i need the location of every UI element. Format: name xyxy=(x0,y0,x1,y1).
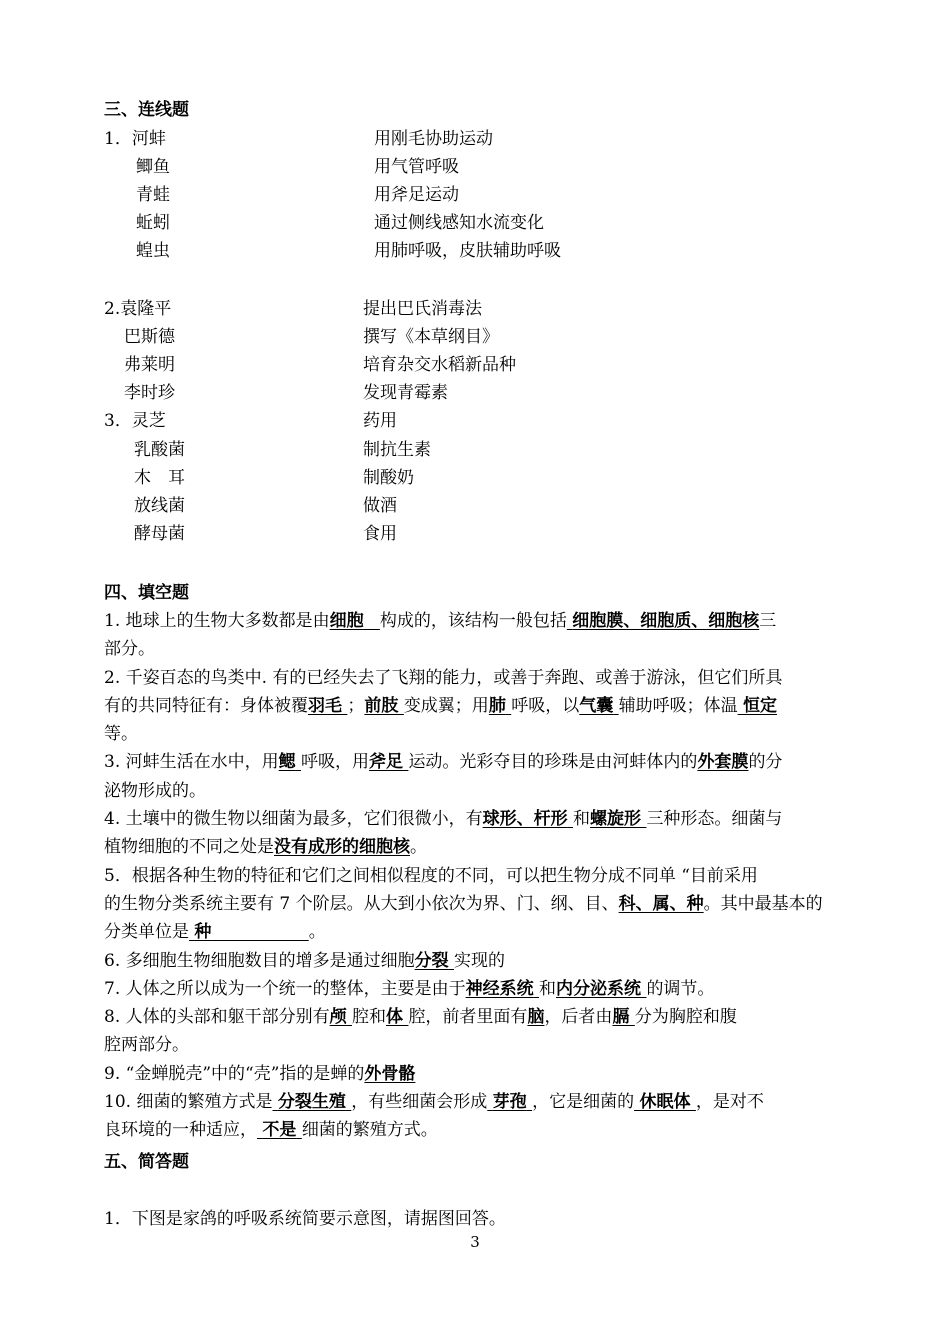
answer-blank: 没有成形的细胞核 xyxy=(274,837,410,858)
short-answer-q1: 1．下图是家鸽的呼吸系统简要示意图，请据图回答。 xyxy=(104,1209,506,1229)
match1-left-2: 鲫鱼 xyxy=(136,157,170,177)
match3-left-4: 放线菌 xyxy=(134,496,185,516)
q10-line1: 10. 细菌的繁殖方式是 分裂生殖 ，有些细菌会形成 芽孢 ，它是细菌的 休眠体 ，是对不 xyxy=(104,1092,764,1113)
match1-left-4: 蚯蚓 xyxy=(136,213,170,233)
match1-right-3: 用斧足运动 xyxy=(374,185,459,205)
answer-blank: 分裂生殖 xyxy=(277,1092,346,1113)
match3-right-3: 制酸奶 xyxy=(363,468,414,488)
q8-line2: 腔两部分。 xyxy=(104,1035,189,1056)
answer-blank: 细胞膜、细胞质、细胞核 xyxy=(572,611,760,631)
match1-left-1: 1．河蚌 xyxy=(104,129,166,149)
q7-line1: 7. 人体之所以成为一个统一的整体，主要是由于神经系统 和内分泌系统 的调节。 xyxy=(104,978,715,999)
match2-left-1: 2.袁隆平 xyxy=(104,299,172,319)
q4-line2: 植物细胞的不同之处是没有成形的细胞核。 xyxy=(104,837,427,858)
match1-right-1: 用刚毛协助运动 xyxy=(374,129,493,149)
match3-right-2: 制抗生素 xyxy=(363,440,431,460)
answer-blank: 休眠体 xyxy=(639,1092,691,1113)
section3-title: 三、连线题 xyxy=(104,100,189,120)
answer-blank: 脑 xyxy=(527,1007,545,1028)
match3-right-4: 做酒 xyxy=(363,496,397,516)
section5-title: 五、简答题 xyxy=(104,1152,189,1172)
match2-left-3: 弗莱明 xyxy=(124,355,175,375)
match3-right-5: 食用 xyxy=(363,524,397,544)
answer-blank: 鳃 xyxy=(278,752,296,773)
fill-blank-questions xyxy=(104,607,850,1145)
q4-line1: 4. 土壤中的微生物以细菌为最多，它们很微小，有球形、杆形 和螺旋形 三种形态。细菌与 xyxy=(104,809,783,830)
match3-left-3: 木 耳 xyxy=(134,468,185,488)
match3-right-1: 药用 xyxy=(363,411,397,431)
answer-blank: 外套膜 xyxy=(697,752,749,773)
match2-right-4: 发现青霉素 xyxy=(363,383,448,403)
match2-right-2: 撰写《本草纲目》 xyxy=(363,327,499,347)
answer-blank: 恒定 xyxy=(743,695,778,716)
q3-line2: 泌物形成的。 xyxy=(104,780,206,801)
q2-line2: 有的共同特征有：身体被覆羽毛 ；前肢 变成翼；用肺 呼吸，以气囊 辅助呼吸；体温 恒定 xyxy=(104,695,778,716)
match3-left-2: 乳酸菌 xyxy=(134,440,185,460)
answer-blank: 斧足 xyxy=(369,752,404,773)
match2-right-1: 提出巴氏消毒法 xyxy=(363,299,482,319)
answer-blank: 肺 xyxy=(488,695,506,716)
answer-blank: 外骨骼 xyxy=(364,1063,416,1084)
answer-blank: 神经系统 xyxy=(465,978,534,999)
answer-blank: 芽孢 xyxy=(492,1092,527,1113)
match2-left-4: 李时珍 xyxy=(124,383,175,403)
match3-left-5: 酵母菌 xyxy=(134,524,185,544)
match1-left-3: 青蛙 xyxy=(136,185,170,205)
q6-line1: 6. 多细胞生物细胞数目的增多是通过细胞分裂 实现的 xyxy=(104,950,506,971)
answer-blank: 颅 xyxy=(329,1007,347,1028)
q10-line2: 良环境的一种适应， 不是 细菌的繁殖方式。 xyxy=(104,1120,438,1141)
answer-blank: 气囊 xyxy=(579,695,614,716)
q2-line3: 等。 xyxy=(104,724,138,745)
answer-blank: 羽毛 xyxy=(308,695,342,716)
answer-blank: 种 xyxy=(194,922,212,943)
answer-blank: 前肢 xyxy=(364,695,399,716)
answer-blank: 球形、杆形 xyxy=(482,809,568,830)
page-number: 3 xyxy=(470,1233,480,1251)
match3-left-1: 3．灵芝 xyxy=(104,411,166,431)
section4-title: 四、填空题 xyxy=(104,583,189,603)
answer-blank: 螺旋形 xyxy=(590,809,642,830)
match1-right-2: 用气管呼吸 xyxy=(374,157,459,177)
answer-blank: 科、属、种 xyxy=(618,893,704,914)
q1-line2: 部分。 xyxy=(104,639,155,660)
answer-blank: 不是 xyxy=(262,1120,297,1141)
q5-line1: 5．根据各种生物的特征和它们之间相似程度的不同，可以把生物分成不同单 “目前采用 xyxy=(104,865,758,886)
q2-line1: 2. 千姿百态的鸟类中. 有的已经失去了飞翔的能力，或善于奔跑、或善于游泳，但它们所具 xyxy=(104,667,783,688)
q1-line1: 1. 地球上的生物大多数都是由细胞 构成的，该结构一般包括 细胞膜、细胞质、细胞核三 xyxy=(104,611,777,631)
match2-right-3: 培育杂交水稻新品种 xyxy=(363,355,516,375)
answer-blank: 分裂 xyxy=(414,950,449,971)
match1-right-4: 通过侧线感知水流变化 xyxy=(374,213,544,233)
answer-blank: 内分泌系统 xyxy=(556,978,642,999)
answer-blank: 体 xyxy=(386,1007,404,1028)
answer-blank: 膈 xyxy=(612,1007,630,1028)
q8-line1: 8. 人体的头部和躯干部分别有颅 腔和体 腔，前者里面有脑，后者由膈 分为胸腔和腹 xyxy=(104,1007,737,1028)
q5-line2: 的生物分类系统主要有 7 个阶层。从大到小依次为界、门、纲、目、科、属、种。其中最基本的 xyxy=(104,893,823,914)
q3-line1: 3. 河蚌生活在水中，用鳃 呼吸，用斧足 运动。光彩夺目的珍珠是由河蚌体内的外套膜的分 xyxy=(104,752,783,773)
q5-line3: 分类单位是 种 。 xyxy=(104,922,326,943)
match2-left-2: 巴斯德 xyxy=(124,327,175,347)
answer-blank: 细胞 xyxy=(329,611,364,631)
match1-right-5: 用肺呼吸，皮肤辅助呼吸 xyxy=(374,241,561,261)
q9-line1: 9. “金蝉脱壳”中的“壳”指的是蝉的外骨骼 xyxy=(104,1063,416,1084)
match1-left-5: 蝗虫 xyxy=(136,241,170,261)
